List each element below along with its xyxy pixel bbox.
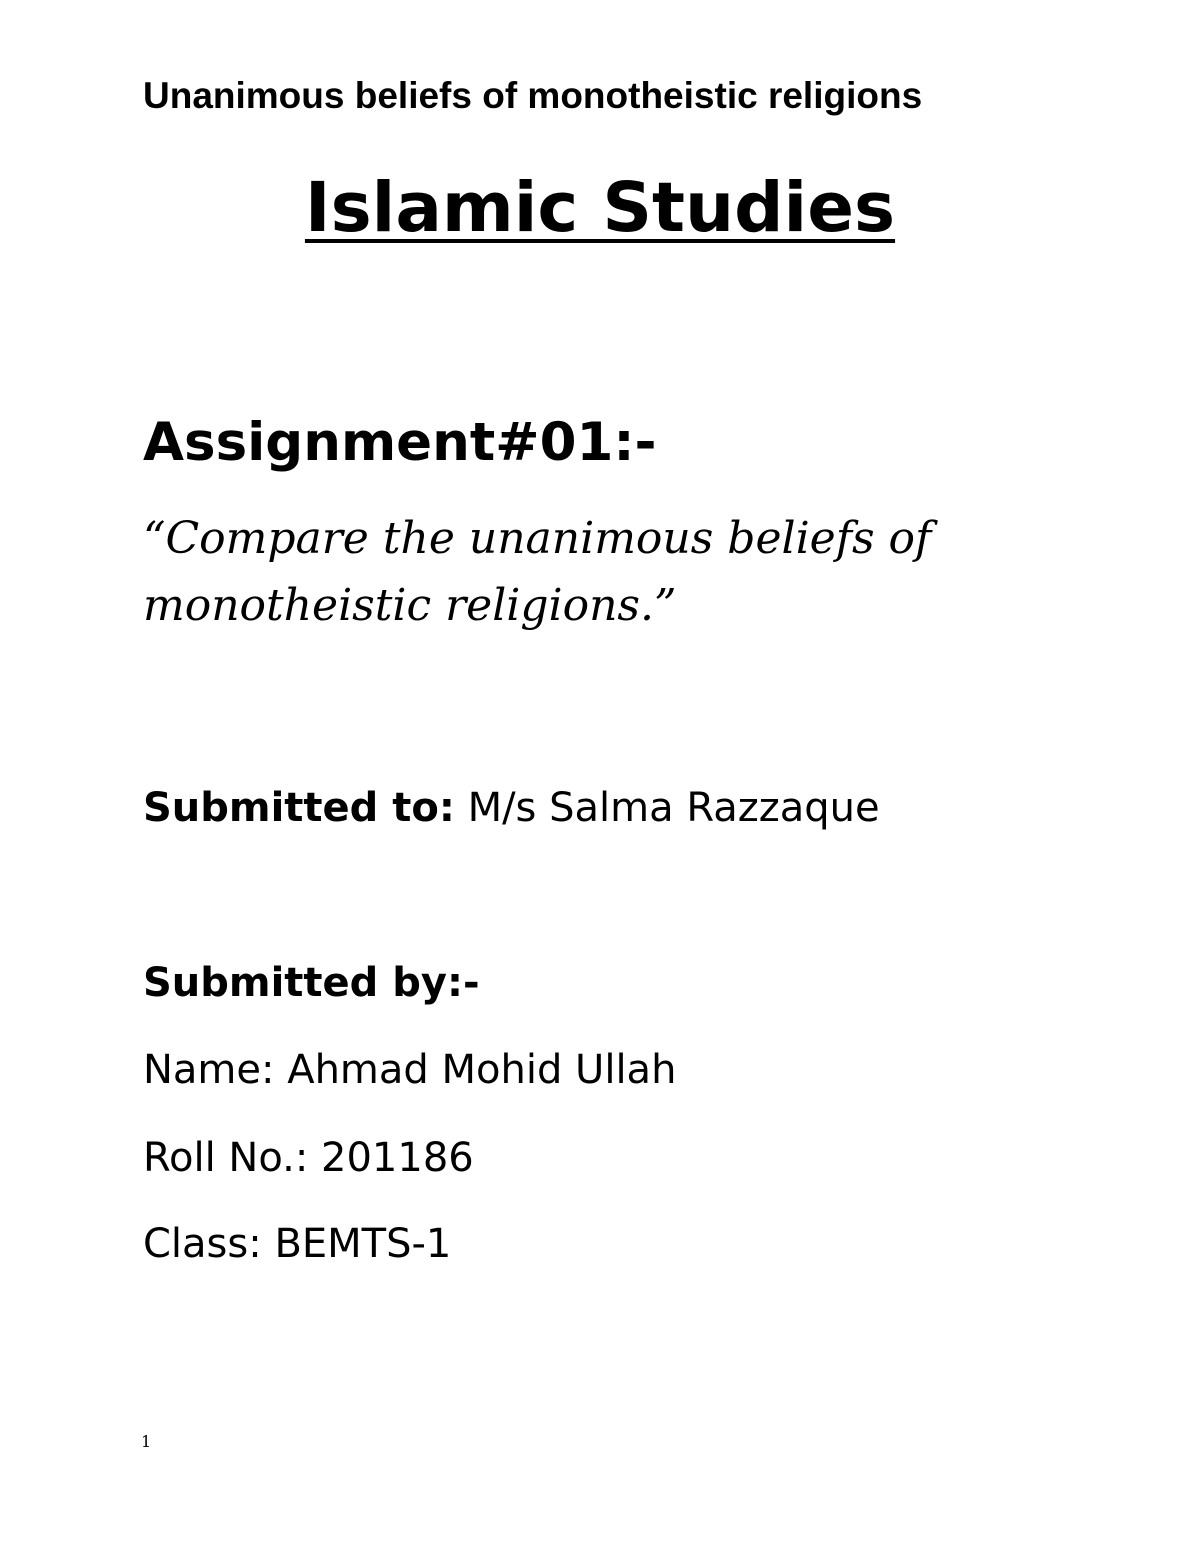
course-title-text: Islamic Studies [304, 168, 896, 248]
assignment-label: Assignment#01:- [143, 412, 657, 473]
assignment-prompt: “Compare the unanimous beliefs of monotheistic religions.” [143, 513, 932, 631]
class-label: Class: [143, 1221, 262, 1267]
submitted-by-label: Submitted by:- [143, 960, 480, 1006]
class-value: BEMTS-1 [274, 1221, 452, 1267]
roll-number-value: 201186 [321, 1135, 474, 1181]
submitted-to-value: M/s Salma Razzaque [467, 785, 880, 831]
running-header-title: Unanimous beliefs of monotheistic religions [143, 75, 923, 116]
student-name-value: Ahmad Mohid Ullah [287, 1047, 677, 1093]
submitted-to-label: Submitted to: [143, 785, 455, 831]
roll-number-line [143, 1130, 474, 1186]
roll-number-label: Roll No.: [143, 1135, 309, 1181]
course-title [0, 163, 1200, 253]
student-name-line [143, 1042, 676, 1098]
submitted-to-line [143, 780, 880, 836]
student-name-label: Name: [143, 1047, 275, 1093]
page-number: 1 [141, 1432, 152, 1451]
class-line [143, 1216, 451, 1272]
